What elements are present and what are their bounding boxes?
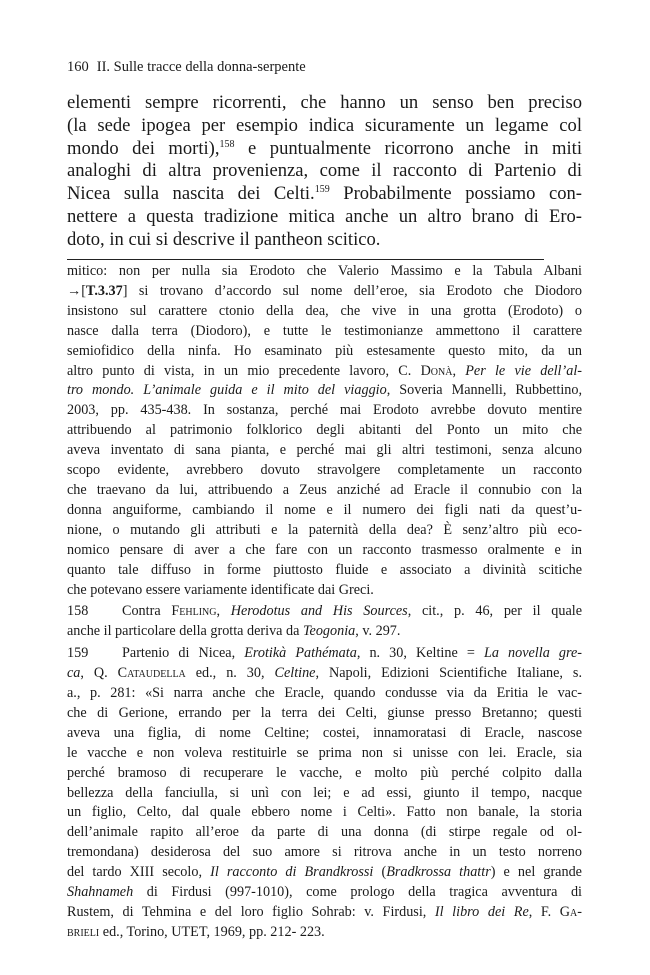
body-line: doto, in cui si descrive il pantheon scitico. <box>67 228 381 250</box>
note-line: nasce dalla terra (Diodoro), e tutte le testimonianze ammettono il carattere <box>67 322 582 339</box>
note-line: bellezza della fanciulla, si unì con lei; e ad essi, giunto il tempo, nacque <box>67 784 582 801</box>
note-line: insistono sul carattere ctonio della dea, che vive in una grotta (Erodoto) o <box>67 302 582 319</box>
footnote-ref-159[interactable]: 159 <box>314 184 330 195</box>
note-line: mitico: non per nulla sia Erodoto che Valerio Massimo e la Tabula Albani <box>67 263 582 279</box>
note-line: quanto tale diffuso in forme piuttosto fluide e associato a divinità scitiche <box>67 561 582 578</box>
footnotes <box>67 262 582 943</box>
footnote-continuation <box>67 262 582 600</box>
footnote-number: 159 <box>67 645 89 662</box>
note-line: donna anguiforme, cambiando il nome e il numero dei figli nati da quest’u- <box>67 501 582 518</box>
footnote-ref-158[interactable]: 158 <box>219 138 235 150</box>
note-line: 158 Contra Fehling, Herodotus and His Sources, cit., p. 46, per il quale <box>67 602 582 622</box>
note-line: anche il particolare della grotta deriva da Teogonia, v. 297. <box>67 623 401 640</box>
note-line: →[T.3.37] si trovano d’accordo sul nome dell’eroe, sia Erodoto che Diodoro <box>67 282 582 299</box>
note-line: tro mondo. L’animale guida e il mito del viaggio, Soveria Mannelli, Rubbettino, <box>67 382 582 399</box>
note-line: che potevano essere variamente identificate dai Greci. <box>67 581 374 598</box>
note-line: che di Gerione, errando per la terra dei Celti, giunse presso Bretanno; questi <box>67 704 582 721</box>
note-line: perché bramoso di recuperare le vacche, e molto più perché colpito dalla <box>67 764 582 781</box>
footnote-rule <box>67 259 544 260</box>
note-line: aveva inventato di sana pianta, e perché mai gli altri testimoni, senza alcuno <box>67 442 582 459</box>
note-line: aveva una figlia, di nome Celtine; costei, innamoratasi di Eracle, nascose <box>67 724 582 741</box>
note-line: semiofidico della ninfa. Ho esaminato più estesamente questo mito, da un <box>67 342 582 359</box>
footnote-159 <box>67 644 582 943</box>
cross-reference-link[interactable]: T.3.37 <box>85 282 123 299</box>
note-line: del tardo XIII secolo, Il racconto di Brandkrossi (Bradkrossa thattr) e nel grande <box>67 864 582 881</box>
running-title: II. Sulle tracce della donna-serpente <box>96 59 306 75</box>
note-line: attribuendo al patrimonio folklorico degli abitanti del Ponto un mito che <box>67 422 582 439</box>
note-line: altro punto di vista, in un mio precedente lavoro, C. Donà, Per le vie dell’al- <box>67 362 582 379</box>
footnote-number: 158 <box>67 603 89 620</box>
body-line: Nicea sulla nascita dei Celti.$^{159}$ Probabilmente possiamo con- <box>67 183 582 205</box>
note-line: 159 Partenio di Nicea, Erotikà Pathémata, n. 30, Keltine = La novella gre- <box>67 644 582 664</box>
note-line: nione, o mutando gli attributi e la paternità della dea? È senz’altro più eco- <box>67 521 582 538</box>
note-line: a., p. 281: «Si narra anche che Eracle, quando condusse via da Eritia le vac- <box>67 685 582 702</box>
note-line: che traevano da lui, attribuendo a Zeus anziché ad Eracle il connubio con la <box>67 481 582 498</box>
note-line: 2003, pp. 435-438. In sostanza, perché mai Erodoto avrebbe dovuto mentire <box>67 402 582 419</box>
note-line: ca, Q. Cataudella ed., n. 30, Celtine, Napoli, Edizioni Scientifiche Italiane, s. <box>67 665 582 682</box>
note-line: Shahnameh di Firdusi (997-1010), come prologo della tragica avventura di <box>67 884 582 901</box>
note-line: nomico pensare di aver a che fare con un racconto trasmesso oralmente e in <box>67 541 582 558</box>
footnote-158 <box>67 602 582 642</box>
note-line: tremondana) desiderosa del suo amore si ritrova anche in un testo norreno <box>67 844 582 861</box>
page-number: 160 <box>67 59 89 75</box>
running-head <box>67 57 306 77</box>
note-line: brieli ed., Torino, UTET, 1969, pp. 212- 223. <box>67 923 325 940</box>
body-line: elementi sempre ricorrenti, che hanno un senso ben preciso <box>67 92 582 113</box>
note-line: Rustem, di Tehmina e del loro figlio Sohrab: v. Firdusi, Il libro dei Re, F. Ga- <box>67 904 582 920</box>
body-line: mondo dei morti),$^{158}$ e puntualmente ricorrono anche in miti <box>67 137 582 159</box>
body-line: (la sede ipogea per esempio indica sicuramente un legame col <box>67 114 582 136</box>
note-line: un figlio, Celto, dal quale ebbero nome i Celti». Fatto non banale, la storia <box>67 804 582 821</box>
main-text <box>67 92 582 252</box>
note-line: dell’animale rapito all’eroe da parte di una donna (di stirpe regale od ol- <box>67 824 582 841</box>
note-line: scopo evidente, avrebbero dovuto stravolgere completamente un racconto <box>67 462 582 479</box>
body-line: analoghi di altra provenienza, come il racconto di Partenio di <box>67 160 582 182</box>
note-line: le vacche e non voleva restituirle se prima non si unisse con lei. Eracle, sia <box>67 744 582 761</box>
body-line: nettere a questa tradizione mitica anche un altro brano di Ero- <box>67 205 582 227</box>
